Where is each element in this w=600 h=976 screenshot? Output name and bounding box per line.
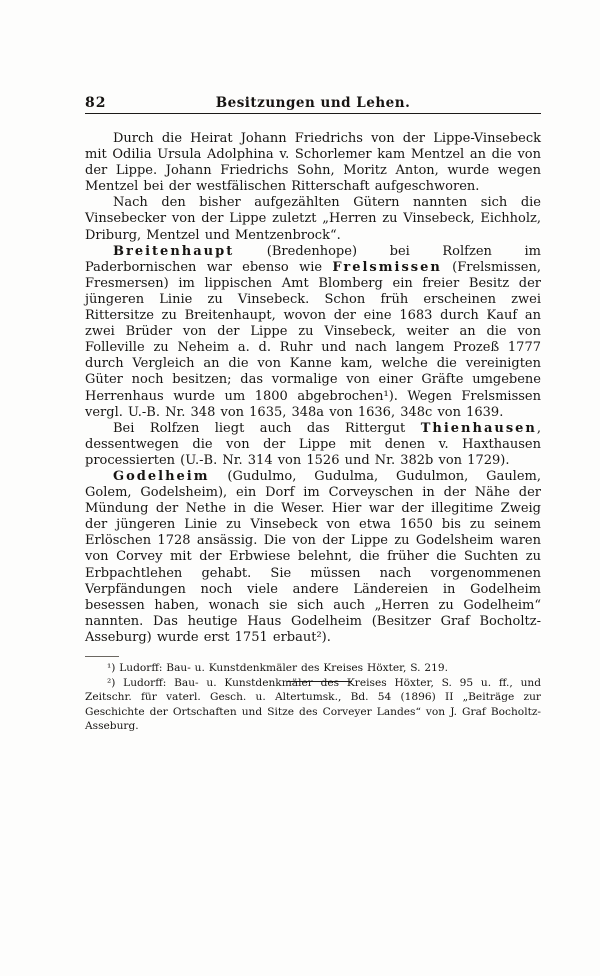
running-head bbox=[85, 96, 541, 114]
section-end-rule bbox=[287, 681, 352, 682]
footnotes-list bbox=[85, 661, 541, 734]
footnote: ¹) Ludorff: Bau- u. Kunstdenkmäler des Kreises Höxter, S. 219. bbox=[107, 662, 448, 674]
estate-name-bold: Breitenhaupt bbox=[113, 243, 235, 259]
body-text bbox=[85, 131, 541, 646]
paragraph-text: (Frelsmissen, Fresmersen) im lippischen Amt Blomberg ein freier Besitz der jüngeren Linie zu Vinsebeck. Schon früh erscheinen zwei Rittersitze zu Breitenhaupt, wovon der eine 1683 durch Kauf an zwei Brüder von der Lippe zu Vinsebeck, weiter an die von Folleville zu Neheim a. d. Ruhr und nach langem Prozeß 1777 durch Vergleich an die von Kanne kam, welche die vereinigten Güter noch besitzen; das vormalige von einer Gräfte umgebene Herrenhaus wurde um 1800 abgebrochen¹). Wegen Frelsmissen vergl. U.-B. Nr. 348 von 1635, 348a von 1636, 348c von 1639. bbox=[85, 259, 541, 420]
footnotes-section bbox=[85, 656, 541, 734]
paragraph-text: Durch die Heirat Johann Friedrichs von der Lippe-Vinsebeck mit Odilia Ursula Adolphina v. Schorlemer kam Mentzel an die von der Lippe. Johann Friedrichs Sohn, Moritz Anton, wurde wegen Mentzel bei der westfälischen Ritterschaft aufgeschworen. bbox=[85, 131, 541, 195]
paragraph-text: (Gudulmo, Gudulma, Gudulmon, Gaulem, Golem, Godelsheim), ein Dorf im Corveyschen in der Nähe der Mündung der Nethe in die Weser. Hier war der illegitime Zweig der jüngeren Linie zu Vinsebeck von etwa 1650 bis zu seinem Erlöschen 1728 ansässig. Die von der Lippe zu Godelsheim waren von Corvey mit der Erbwiese belehnt, die früher die Suchten zu Erbpachtlehen gehabt. Sie müssen nach vorgenommenen Verpfändungen noch viele andere Ländereien in Godelheim besessen haben, wonach sie sich auch „Herren zu Godelheim“ nannten. Das heutige Haus Godelheim (Besitzer Graf Bocholtz-Asseburg) wurde erst 1751 erbaut²). bbox=[85, 468, 541, 645]
paragraph-text: (Bredenhope) bei Rolfzen im Paderbornischen war ebenso wie bbox=[85, 243, 541, 275]
estate-name-bold: Godelheim bbox=[113, 468, 210, 484]
paragraph bbox=[85, 131, 541, 195]
footnote-separator-rule bbox=[85, 656, 119, 657]
footnote: ²) Ludorff: Bau- u. Kunstdenkmäler des Kreises Höxter, S. 95 u. ff., und Zeitschr. für vaterl. Gesch. u. Altertumsk., Bd. 54 (1896) II „Beiträge zur Geschichte der Ortschaften und Sitze des Corveyer Landes“ von J. Graf Bocholtz-Asseburg. bbox=[85, 676, 541, 733]
text-column bbox=[85, 96, 541, 734]
paragraph bbox=[85, 469, 541, 646]
paragraph bbox=[85, 195, 541, 243]
paragraph bbox=[85, 421, 541, 469]
paragraph bbox=[85, 244, 541, 421]
page-title: Besitzungen und Lehen. bbox=[215, 95, 411, 111]
paragraph-text: Bei Rolfzen liegt auch das Rittergut bbox=[113, 420, 421, 436]
estate-name-bold: Frelsmissen bbox=[332, 259, 442, 275]
estate-name-bold: Thienhausen bbox=[420, 420, 537, 436]
paragraph-text: , dessentwegen die von der Lippe mit denen v. Haxthausen processierten (U.-B. Nr. 314 von 1526 und Nr. 382b von 1729). bbox=[85, 420, 541, 468]
paragraph-text: Nach den bisher aufgezählten Gütern nannten sich die Vinsebecker von der Lippe zuletzt „Herren zu Vinsebeck, Eichholz, Driburg, Mentzel und Mentzenbrock“. bbox=[85, 195, 541, 243]
page-number: 82 bbox=[85, 95, 107, 111]
